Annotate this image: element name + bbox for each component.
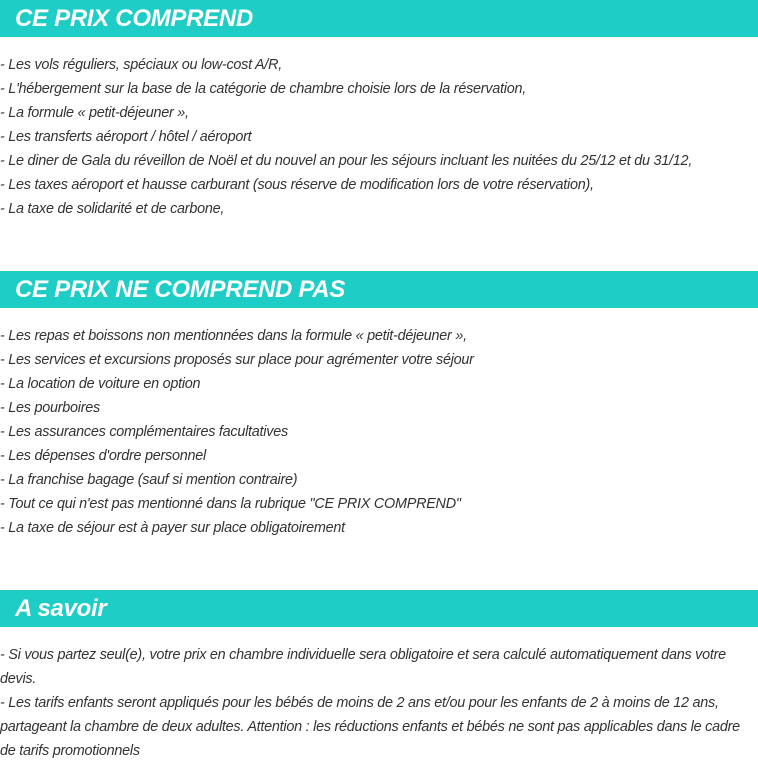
list-item: - L'hébergement sur la base de la catégorie de chambre choisie lors de la réservation, — [0, 81, 526, 97]
notes-header — [0, 590, 758, 627]
list-item: - Les pourboires — [0, 400, 100, 416]
list-item: - Le diner de Gala du réveillon de Noël et du nouvel an pour les séjours incluant les nuitées du 25/12 et du 31/12, — [0, 153, 693, 169]
includes-header — [0, 0, 758, 37]
list-item: - La franchise bagage (sauf si mention contraire) — [0, 472, 298, 488]
excludes-section — [0, 271, 758, 540]
includes-section — [0, 0, 758, 221]
notes-body — [0, 643, 758, 763]
list-item: - Les vols réguliers, spéciaux ou low-cost A/R, — [0, 57, 283, 73]
list-item: - Tout ce qui n'est pas mentionné dans la rubrique "CE PRIX COMPREND" — [0, 496, 461, 512]
note-paragraph: - Les tarifs enfants seront appliqués pour les bébés de moins de 2 ans et/ou pour les enfants de 2 à moins de 12 ans, partageant la chambre de deux adultes. Attention : les réductions enfants et bébés ne sont pas applicables dans le cadre de tarifs promotionnels — [0, 695, 740, 759]
list-item: - Les transferts aéroport / hôtel / aéroport — [0, 129, 252, 145]
notes-section — [0, 590, 758, 763]
excludes-title: CE PRIX NE COMPREND PAS — [15, 275, 346, 303]
list-item: - Les repas et boissons non mentionnées dans la formule « petit-déjeuner », — [0, 328, 467, 344]
list-item: - Les dépenses d'ordre personnel — [0, 448, 206, 464]
excludes-list — [0, 324, 758, 540]
note-paragraph: - Si vous partez seul(e), votre prix en chambre individuelle sera obligatoire et sera calculé automatiquement dans votre devis. — [0, 647, 726, 687]
list-item: - La location de voiture en option — [0, 376, 201, 392]
list-item: - Les taxes aéroport et hausse carburant (sous réserve de modification lors de votre réservation), — [0, 177, 594, 193]
notes-title: A savoir — [15, 594, 107, 622]
excludes-header — [0, 271, 758, 308]
list-item: - Les assurances complémentaires facultatives — [0, 424, 288, 440]
includes-title: CE PRIX COMPREND — [15, 4, 253, 32]
list-item: - La formule « petit-déjeuner », — [0, 105, 189, 121]
includes-list — [0, 53, 758, 221]
list-item: - La taxe de séjour est à payer sur place obligatoirement — [0, 520, 345, 536]
list-item: - Les services et excursions proposés sur place pour agrémenter votre séjour — [0, 352, 474, 368]
list-item: - La taxe de solidarité et de carbone, — [0, 201, 225, 217]
